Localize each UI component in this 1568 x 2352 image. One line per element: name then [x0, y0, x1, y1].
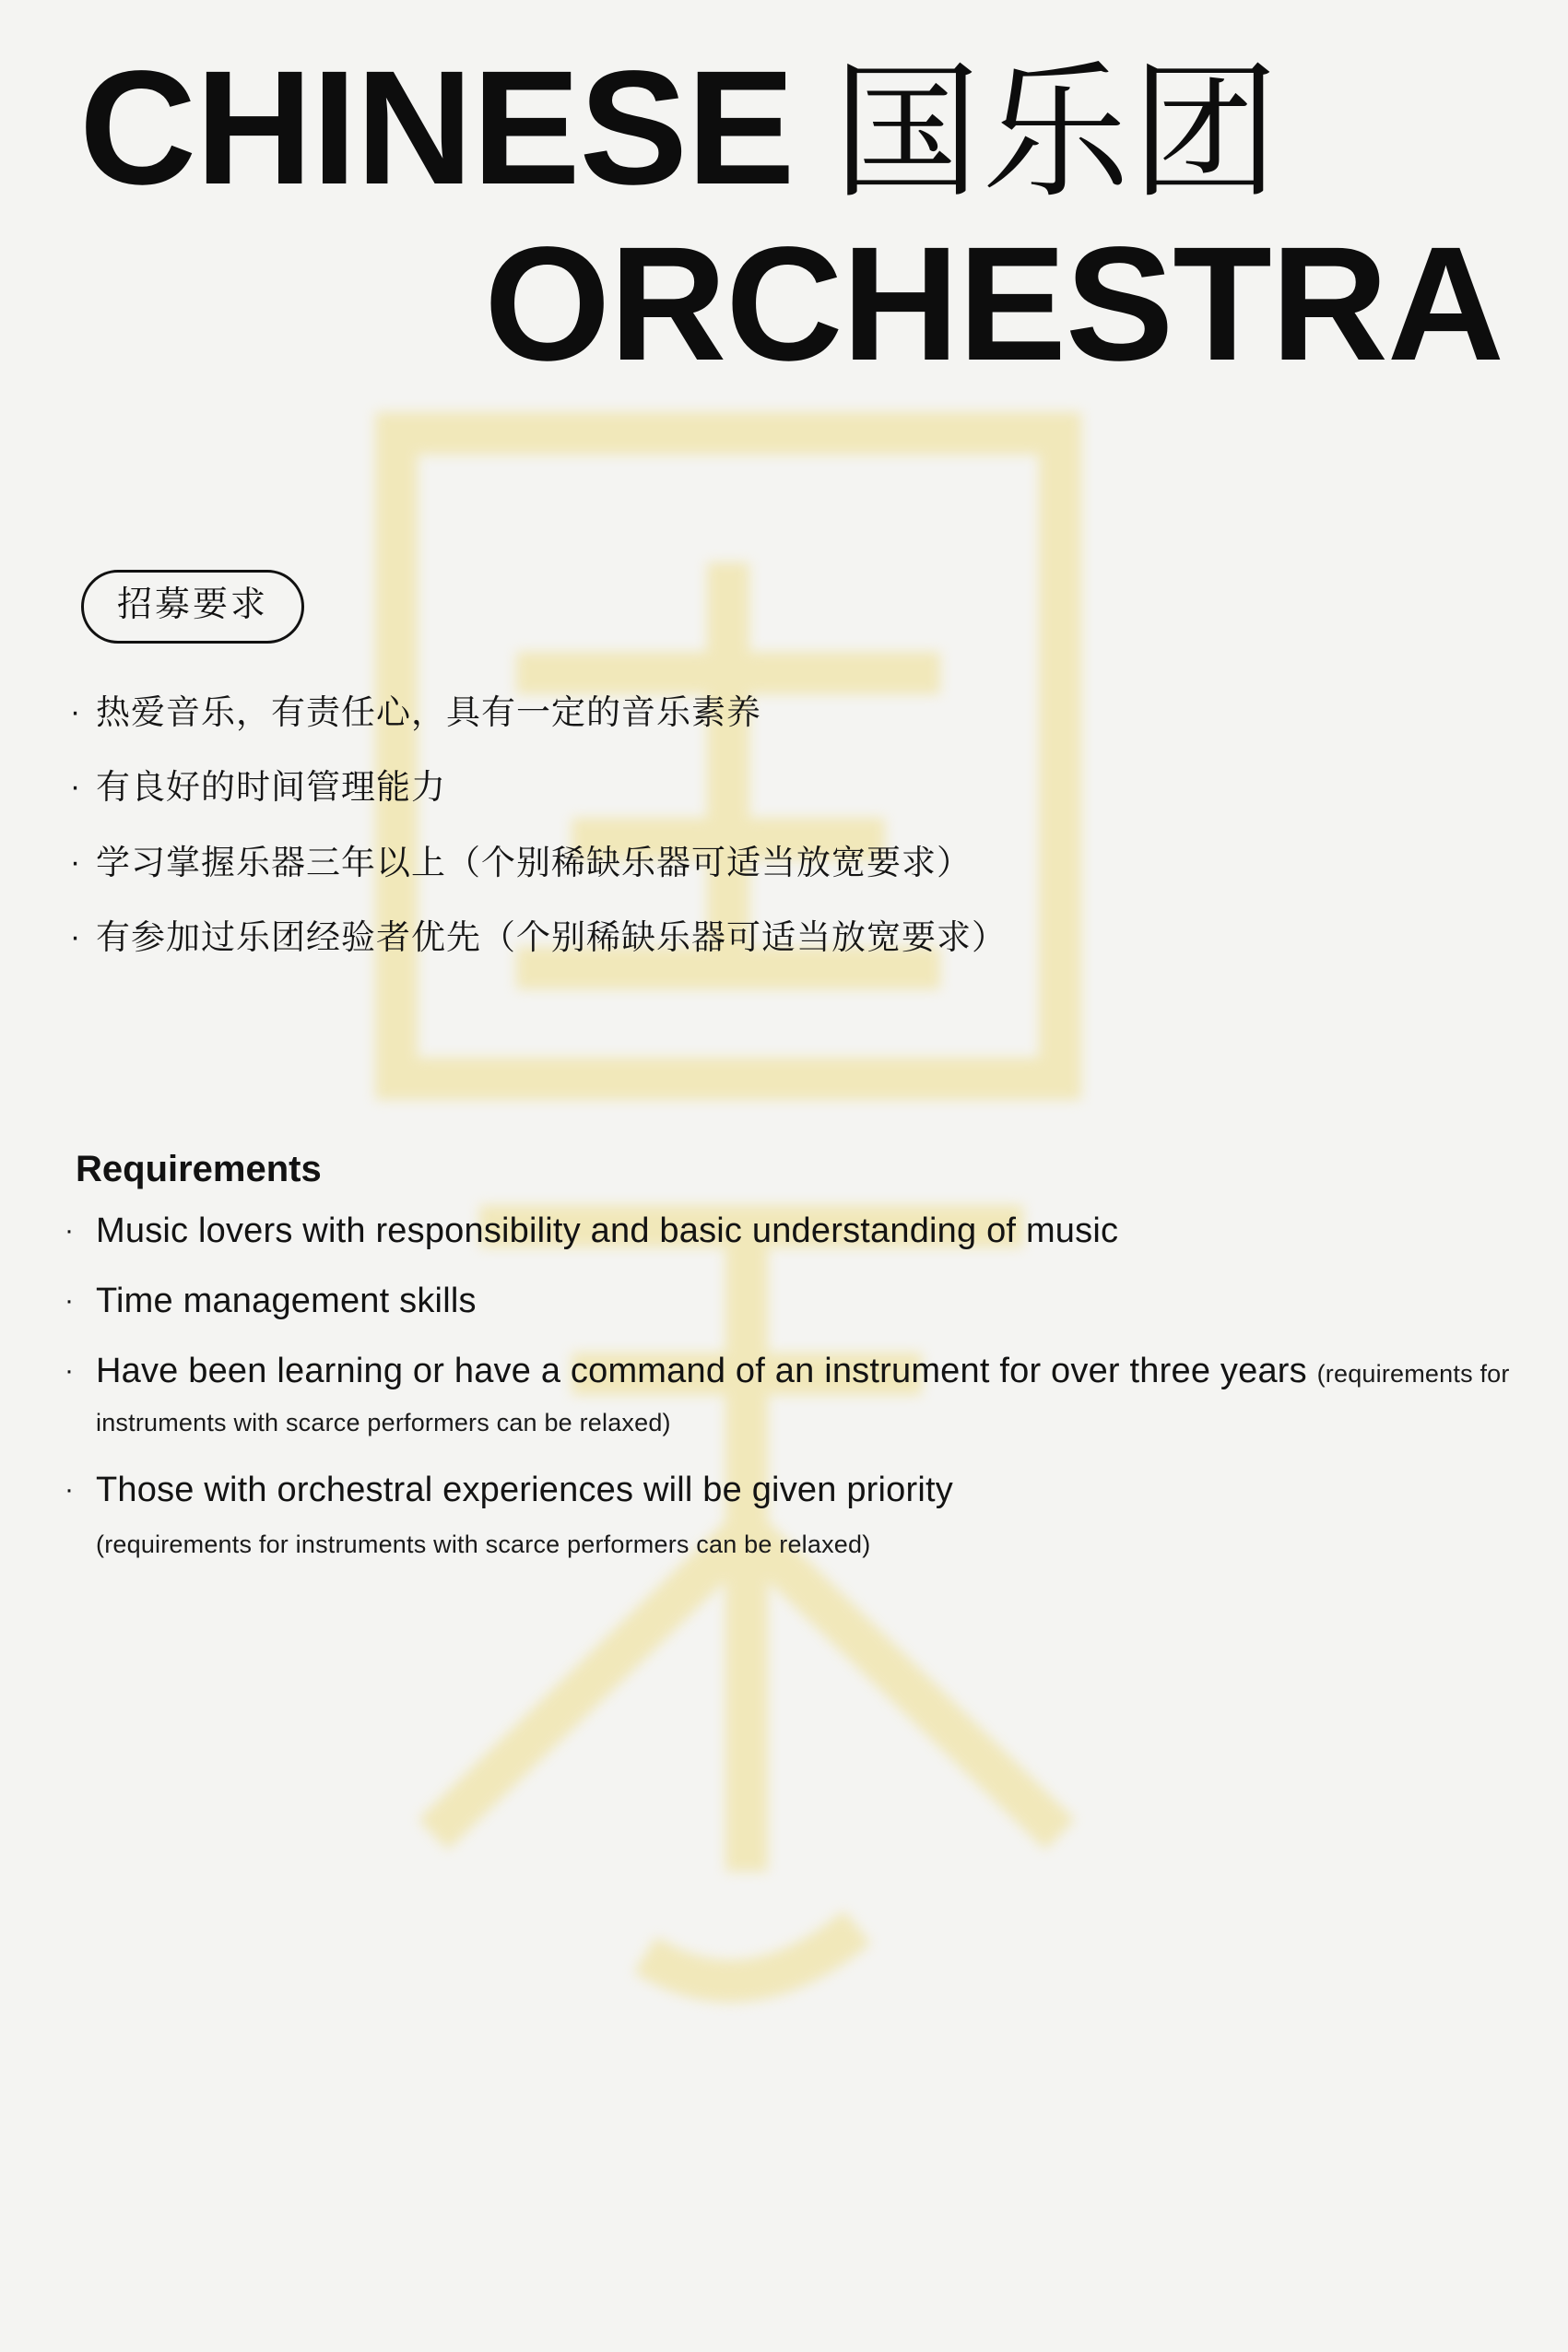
- english-requirement-text: Time management skills: [96, 1281, 477, 1320]
- chinese-requirements-section: [0, 570, 1568, 955]
- bullet-icon: ·: [69, 694, 82, 730]
- list-item: [65, 1347, 1513, 1447]
- english-requirement-note: (requirements for instruments with scarce performers can be relaxed): [96, 1531, 871, 1559]
- english-requirements-list: [65, 1207, 1513, 1563]
- chinese-requirement-text: 有参加过乐团经验者优先（个别稀缺乐器可适当放宽要求）: [96, 918, 1007, 957]
- headline-chinese-orchestra-en1: CHINESE: [79, 38, 795, 219]
- bullet-icon: ·: [69, 769, 82, 805]
- chinese-section-badge: 招募要求: [81, 570, 304, 644]
- chinese-requirement-text: 学习掌握乐器三年以上（个别稀缺乐器可适当放宽要求）: [96, 843, 972, 881]
- headline-line-2: ORCHESTRA: [484, 214, 1503, 396]
- bullet-icon: ·: [65, 1474, 74, 1506]
- headline-chinese-characters: 国乐团: [832, 50, 1281, 215]
- list-item: [55, 918, 1513, 957]
- english-requirement-text: Those with orchestral experiences will be given priority: [96, 1471, 953, 1510]
- english-requirement-text-group: [96, 1466, 953, 1562]
- bullet-icon: ·: [69, 919, 82, 955]
- bullet-icon: ·: [69, 844, 82, 880]
- english-requirement-text: Have been learning or have a command of an instrument for over three years: [96, 1351, 1307, 1390]
- chinese-requirements-list: [55, 695, 1513, 955]
- chinese-requirement-text: 有良好的时间管理能力: [96, 768, 446, 807]
- list-item: [55, 768, 1513, 807]
- english-requirement-text: Music lovers with responsibility and basic understanding of music: [96, 1211, 1119, 1250]
- poster-headline: [0, 0, 1568, 396]
- list-item: [65, 1277, 1513, 1327]
- chinese-requirement-text: 热爱音乐，有责任心，具有一定的音乐素养: [96, 693, 761, 732]
- english-requirement-text-group: [96, 1347, 1513, 1447]
- headline-line-1: [55, 38, 1513, 219]
- bullet-icon: ·: [65, 1284, 74, 1316]
- list-item: [55, 693, 1513, 732]
- bullet-icon: ·: [65, 1214, 74, 1246]
- list-item: [65, 1207, 1513, 1257]
- english-requirement-note: (requirements for instruments with scarce performers can be relaxed): [96, 1359, 1510, 1437]
- bullet-icon: ·: [65, 1354, 74, 1386]
- list-item: [65, 1466, 1513, 1562]
- english-requirements-section: [0, 1149, 1568, 1563]
- list-item: [55, 845, 1513, 880]
- english-section-title: Requirements: [76, 1148, 322, 1189]
